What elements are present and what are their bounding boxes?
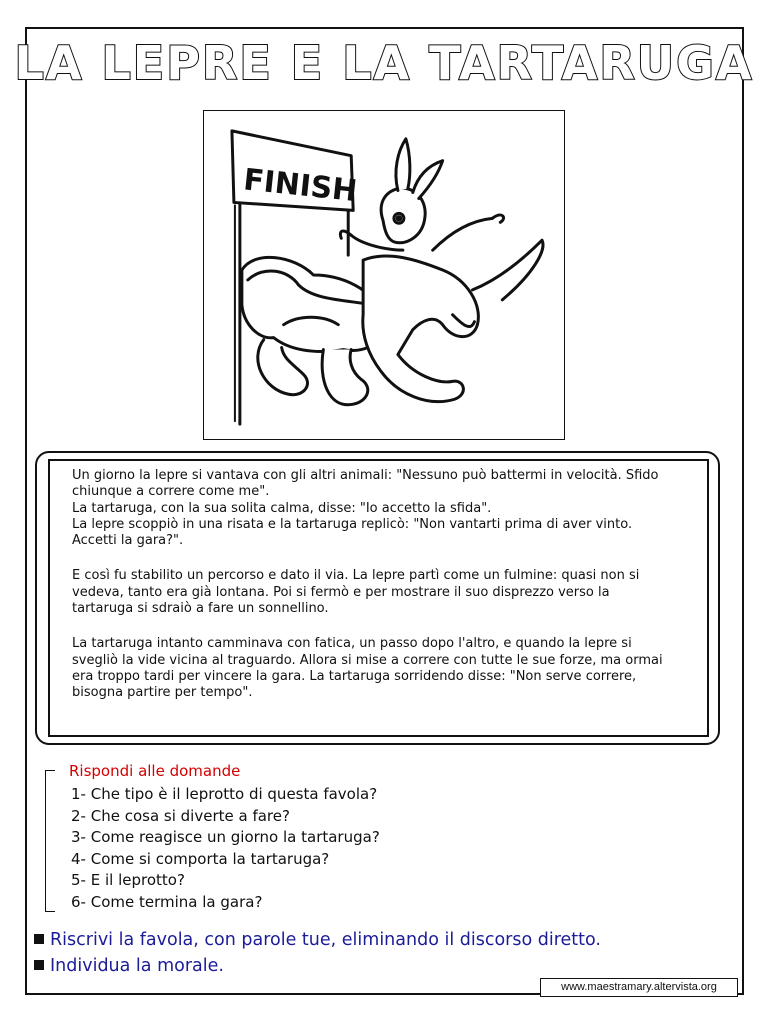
questions-list [71, 784, 380, 913]
task-moral [34, 956, 224, 976]
square-bullet-icon [34, 934, 44, 944]
story-paragraph-2 [72, 568, 685, 617]
question-item: 4- Come si comporta la tartaruga? [71, 849, 330, 868]
questions-section [45, 762, 605, 912]
square-bullet-icon [34, 960, 44, 970]
story-line: chiunque a correre come me". [72, 484, 270, 500]
story-line: La tartaruga, con la sua solita calma, disse: "Io accetto la sfida". [72, 500, 492, 516]
question-item: 6- Come termina la gara? [71, 892, 263, 911]
website-url[interactable]: www.maestramary.altervista.org [540, 978, 738, 997]
question-item: 5- E il leprotto? [71, 871, 185, 889]
question-item: 3- Come reagisce un giorno la tartaruga? [71, 828, 380, 846]
story-paragraph-1 [72, 468, 685, 549]
hare-tortoise-finish-illustration [204, 111, 564, 439]
story-line: La tartaruga intanto camminava con fatica, un passo dopo l'altro, e quando la lepre si [72, 636, 632, 652]
story-line: svegliò la vide vicina al traguardo. Allora si mise a correre con tutte le sue forze, ma ormai [72, 652, 663, 668]
finish-sign-text: FINISH [241, 162, 359, 210]
task-text: Individua la morale. [50, 956, 224, 976]
story-line: La lepre scoppiò in una risata e la tartaruga replicò: "Non vantarti prima di aver vinto. [72, 516, 633, 532]
story-box [48, 459, 709, 737]
story-line: Accetti la gara?". [72, 533, 184, 549]
illustration [203, 110, 565, 440]
task-rewrite [34, 930, 601, 950]
story-line: tartaruga si sdraiò a fare un sonnellino. [72, 601, 329, 617]
question-item: 2- Che cosa si diverte a fare? [71, 806, 290, 825]
story-line: bisogna partire per tempo". [72, 685, 253, 701]
page-title: LA LEPRE E LA TARTARUGA [14, 36, 754, 90]
story-line: Un giorno la lepre si vantava con gli altri animali: "Nessuno può battermi in velocità. Sfido [72, 468, 659, 483]
story-line: era troppo tardi per vincere la gara. La tartaruga sorridendo disse: "Non serve correre, [72, 668, 637, 684]
story-paragraph-3 [72, 636, 685, 701]
story-line: E così fu stabilito un percorso e dato il via. La lepre partì come un fulmine: quasi non si [72, 568, 640, 584]
story-line: vedeva, tanto era già lontana. Poi si fermò e per mostrare il suo disprezzo verso la [72, 584, 610, 600]
questions-heading: Rispondi alle domande [69, 762, 241, 780]
task-text: Riscrivi la favola, con parole tue, eliminando il discorso diretto. [50, 930, 601, 950]
question-item: 1- Che tipo è il leprotto di questa favola? [71, 785, 378, 803]
questions-bracket [45, 770, 55, 912]
